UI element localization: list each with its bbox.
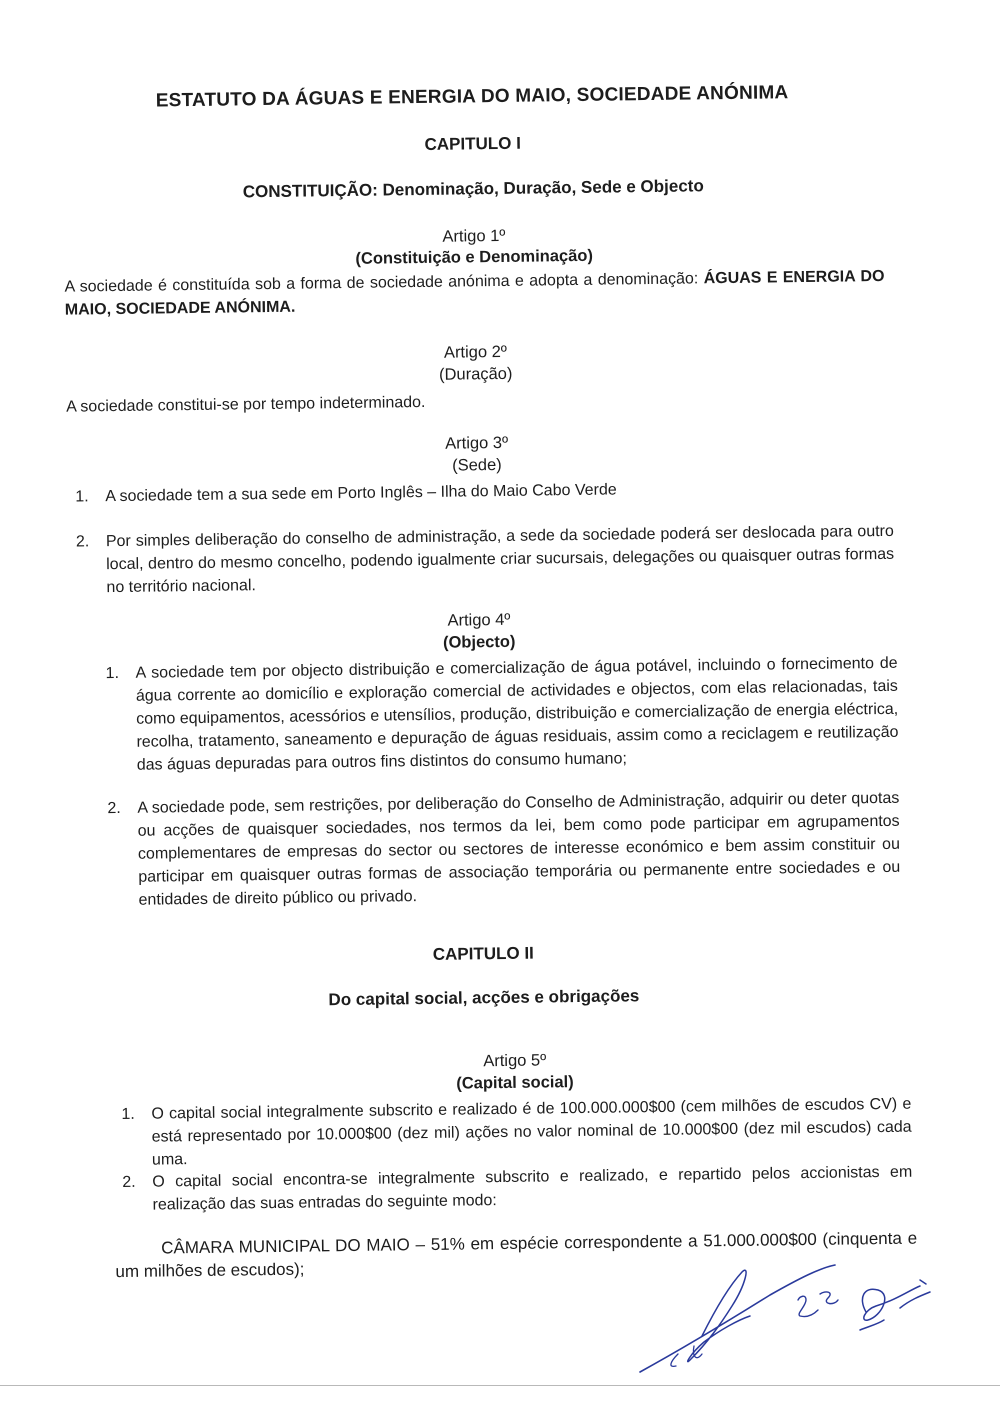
art4-subtitle: (Objecto) xyxy=(442,632,516,652)
signature-long-stroke xyxy=(640,1265,835,1372)
art3-item-2-text: Por simples deliberação do conselho de administração, a sede da sociedade poderá ser deslocada para outro local, dentro do mesmo concelho, podendo igualmente criar sucursais, delegações ou quaisquer outras formas no território nacional. xyxy=(105,522,895,597)
art1-subtitle: (Constituição e Denominação) xyxy=(355,246,594,268)
signature-loop xyxy=(688,1270,750,1361)
chapter-2-label: CAPITULO II xyxy=(432,943,534,964)
art1-title: Artigo 1º xyxy=(442,226,506,246)
art4-item-1-text: A sociedade tem por objecto distribuição e comercialização de água potável, incluindo o fornecimento de água corrente ao domicílio e exploração comercial de actividades e objectos, com elas relacionadas, tais como equipamentos, acessórios e utensílios, produção, distribuição e comercialização de energia eléctrica, recolha, tratamento, saneamento e depuração de águas residuais, assim como a reciclagem e reutilização das águas depuradas para outros fins distintos do consumo humano; xyxy=(135,654,899,774)
art1-paragraph xyxy=(64,265,885,322)
art3-subtitle: (Sede) xyxy=(452,455,502,475)
signature-right xyxy=(860,1280,930,1330)
art2-title: Artigo 2º xyxy=(443,342,507,362)
art4-title: Artigo 4º xyxy=(447,610,511,630)
signature-marks xyxy=(620,1250,980,1380)
art5-subtitle: (Capital social) xyxy=(456,1073,574,1093)
art1-company-name: ÁGUAS E ENERGIA DO MAIO, SOCIEDADE ANÓNIMA. xyxy=(64,267,885,319)
chapter-2-subtitle: Do capital social, acções e obrigações xyxy=(328,986,640,1010)
document-title: ESTATUTO DA ÁGUAS E ENERGIA DO MAIO, SOCIEDADE ANÓNIMA xyxy=(155,82,789,112)
art5-item-2-text: O capital social encontra-se integralmente subscrito e realizado, e repartido pelos accionistas em realização das suas entradas do seguinte modo: xyxy=(152,1163,913,1214)
art2-text: A sociedade constitui-se por tempo indeterminado. xyxy=(66,393,426,416)
art3-item-2-number: 2. xyxy=(75,533,90,551)
art1-text: A sociedade é constituída sob a forma de sociedade anónima e adopta a denominação: xyxy=(64,270,704,296)
scan-edge-line xyxy=(0,1385,1000,1386)
initials-ks xyxy=(798,1292,838,1317)
art5-item-1-number: 1. xyxy=(121,1105,135,1123)
chapter-1-label: CAPITULO I xyxy=(424,133,522,154)
art5-item-2-number: 2. xyxy=(122,1173,136,1191)
art4-item-1-number: 1. xyxy=(105,664,120,683)
art5-item-1-text: O capital social integralmente subscrito e realizado é de 100.000.000$00 (cem milhões de escudos CV) e está representado por 10.000$00 (dez mil) ações no valor nominal de 10.000$00 (dez mil escudos) cada uma. xyxy=(151,1095,912,1169)
art3-item-1-number: 1. xyxy=(75,488,89,506)
chapter-1-subtitle: CONSTITUIÇÃO: Denominação, Duração, Sede e Objecto xyxy=(242,176,704,202)
art2-subtitle: (Duração) xyxy=(438,364,513,384)
art5-shareholder-line: CÂMARA MUNICIPAL DO MAIO – 51% em espécie correspondente a 51.000.000$00 (cinquenta e um milhões de escudos); xyxy=(115,1228,918,1282)
art4-item-2-number: 2. xyxy=(107,799,121,818)
art3-title: Artigo 3º xyxy=(445,433,509,453)
art5-title: Artigo 5º xyxy=(483,1051,547,1071)
art3-item-1-text: A sociedade tem a sua sede em Porto Inglês – Ilha do Maio Cabo Verde xyxy=(105,481,617,506)
art4-item-2-text: A sociedade pode, sem restrições, por deliberação do Conselho de Administração, adquirir ou deter quotas ou acções de quaisquer sociedades, nos termos da lei, bem como pode participar em agrupamentos complementares de empresas do sector ou sectores de interesse económico e bem assim constituir ou participar em quaisquer outras formas de associação temporária ou permanente entre sociedades e ou entidades de direito público ou privado. xyxy=(137,789,901,909)
